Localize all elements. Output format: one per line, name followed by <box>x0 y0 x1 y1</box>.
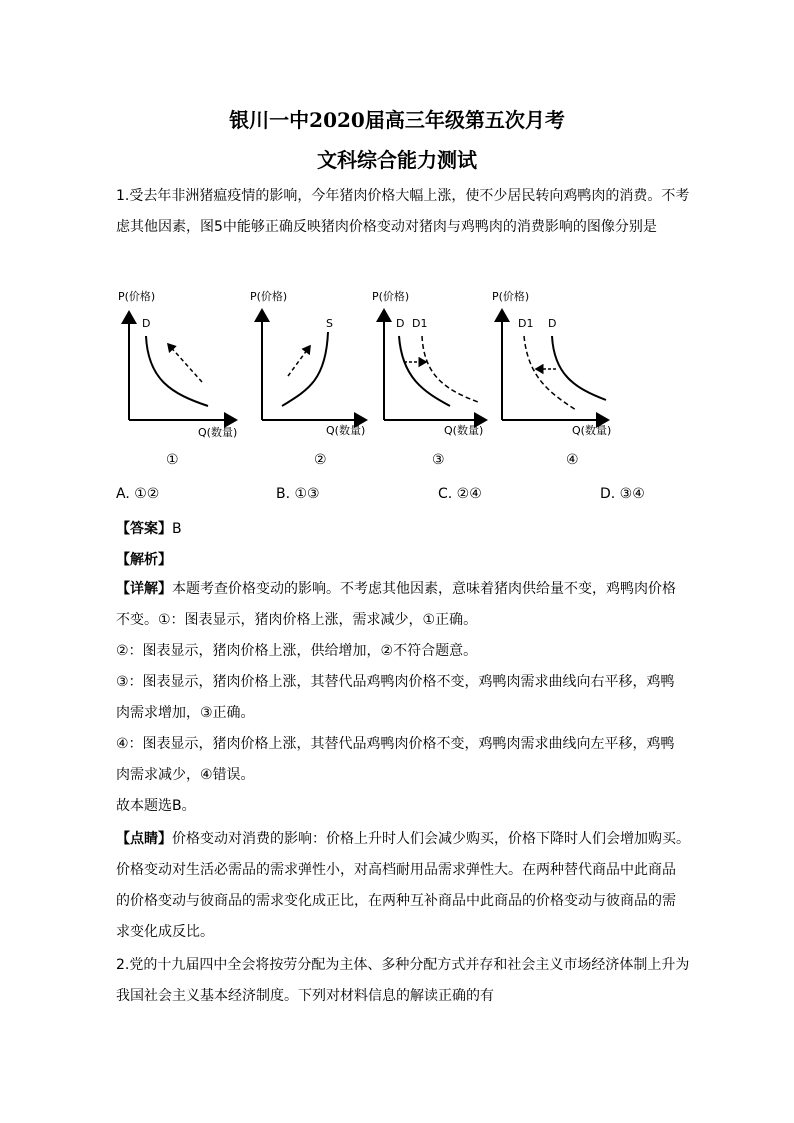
analysis-label: 【解析】 <box>116 552 172 568</box>
option-a: A. ①② <box>116 486 160 502</box>
question-2-line: 我国社会主义基本经济制度。下列对材料信息的解读正确的有 <box>116 988 494 1004</box>
detail-line: 故本题选B。 <box>116 798 196 814</box>
graph-3-xlabel: Q(数量) <box>444 424 484 437</box>
graph-2-number: ② <box>314 452 327 468</box>
graph-3-ylabel: P(价格) <box>372 290 410 303</box>
option-d: D. ③④ <box>600 486 645 502</box>
graph-1-dashed-arrow <box>168 344 202 382</box>
answer-line <box>116 518 182 538</box>
analysis-line <box>116 549 172 569</box>
graph-4 <box>492 289 611 468</box>
graph-1-ylabel: P(价格) <box>118 290 156 303</box>
note-line: 求变化成反比。 <box>116 924 214 940</box>
detail-line: ③：图表显示，猪肉价格上涨，其替代品鸡鸭肉价格不变，鸡鸭肉需求曲线向右平移，鸡鸭 <box>116 674 675 690</box>
note-label: 【点睛】 <box>116 831 172 847</box>
question-2-line: 2.党的十九届四中全会将按劳分配为主体、多种分配方式并存和社会主义市场经济体制上升为 <box>116 957 690 973</box>
option-c: C. ②④ <box>438 486 482 502</box>
graph-1-demand-curve <box>146 336 208 406</box>
question-2-stem <box>116 950 690 1012</box>
graph-2-dashed-arrow <box>288 346 310 376</box>
graph-4-number: ④ <box>566 452 579 468</box>
figure-5-graphs <box>112 280 632 480</box>
graph-3-shifted-demand-curve <box>422 336 478 402</box>
graph-3-curve-d: D <box>396 317 405 330</box>
page-title: 银川一中2020届高三年级第五次月考 <box>229 108 565 132</box>
question-1-line: 虑其他因素，图5中能够正确反映猪肉价格变动对猪肉与鸡鸭肉的消费影响的图像分别是 <box>116 219 657 235</box>
graph-4-xlabel: Q(数量) <box>572 424 612 437</box>
graph-2-ylabel: P(价格) <box>250 290 288 303</box>
note-line: 价格变动对生活必需品的需求弹性小，对高档耐用品需求弹性大。在两种替代商品中此商品 <box>116 862 676 878</box>
graph-4-shifted-demand-curve <box>524 336 576 410</box>
detail-line: 不变。①：图表显示，猪肉价格上涨，需求减少，①正确。 <box>116 612 478 628</box>
question-1-stem <box>116 181 690 243</box>
graph-4-curve-d: D <box>548 317 557 330</box>
detail-section <box>116 574 684 822</box>
graph-1-number: ① <box>166 452 179 468</box>
graph-1 <box>118 289 237 468</box>
graph-3-demand-curve <box>399 336 450 406</box>
graph-2-curve-s: S <box>326 317 333 330</box>
note-line: 的价格变动与彼商品的需求变化成正比，在两种互补商品中此商品的价格变动与彼商品的需 <box>116 893 676 909</box>
graph-3-curve-d1: D1 <box>412 317 428 330</box>
answer-value: B <box>172 521 182 537</box>
graph-1-xlabel: Q(数量) <box>198 426 238 439</box>
page-subtitle: 文科综合能力测试 <box>317 148 477 172</box>
note-section <box>116 824 690 948</box>
graph-2-xlabel: Q(数量) <box>326 424 366 437</box>
graph-2-supply-curve <box>282 332 328 406</box>
detail-line: 肉需求减少，④错误。 <box>116 767 255 783</box>
detail-line: ②：图表显示，猪肉价格上涨，供给增加，②不符合题意。 <box>116 643 478 659</box>
detail-label: 【详解】 <box>116 581 172 597</box>
question-1-line: 1.受去年非洲猪瘟疫情的影响，今年猪肉价格大幅上涨，使不少居民转向鸡鸭肉的消费。不考 <box>116 188 690 204</box>
graph-3-number: ③ <box>432 452 445 468</box>
graph-1-curve-d: D <box>142 317 151 330</box>
graph-2 <box>250 289 366 468</box>
graph-4-curve-d1: D1 <box>518 317 534 330</box>
answer-label: 【答案】 <box>116 521 172 537</box>
detail-line: 肉需求增加，③正确。 <box>116 705 255 721</box>
graph-4-ylabel: P(价格) <box>492 290 530 303</box>
graph-3 <box>372 289 486 468</box>
detail-line: 【详解】本题考查价格变动的影响。不考虑其他因素，意味着猪肉供给量不变，鸡鸭肉价格 <box>116 581 676 597</box>
detail-line: ④：图表显示，猪肉价格上涨，其替代品鸡鸭肉价格不变，鸡鸭肉需求曲线向左平移，鸡鸭 <box>116 736 675 752</box>
option-b: B. ①③ <box>276 486 320 502</box>
graph-4-demand-curve <box>552 336 606 400</box>
note-line: 【点睛】价格变动对消费的影响：价格上升时人们会减少购买，价格下降时人们会增加购买。 <box>116 831 690 847</box>
